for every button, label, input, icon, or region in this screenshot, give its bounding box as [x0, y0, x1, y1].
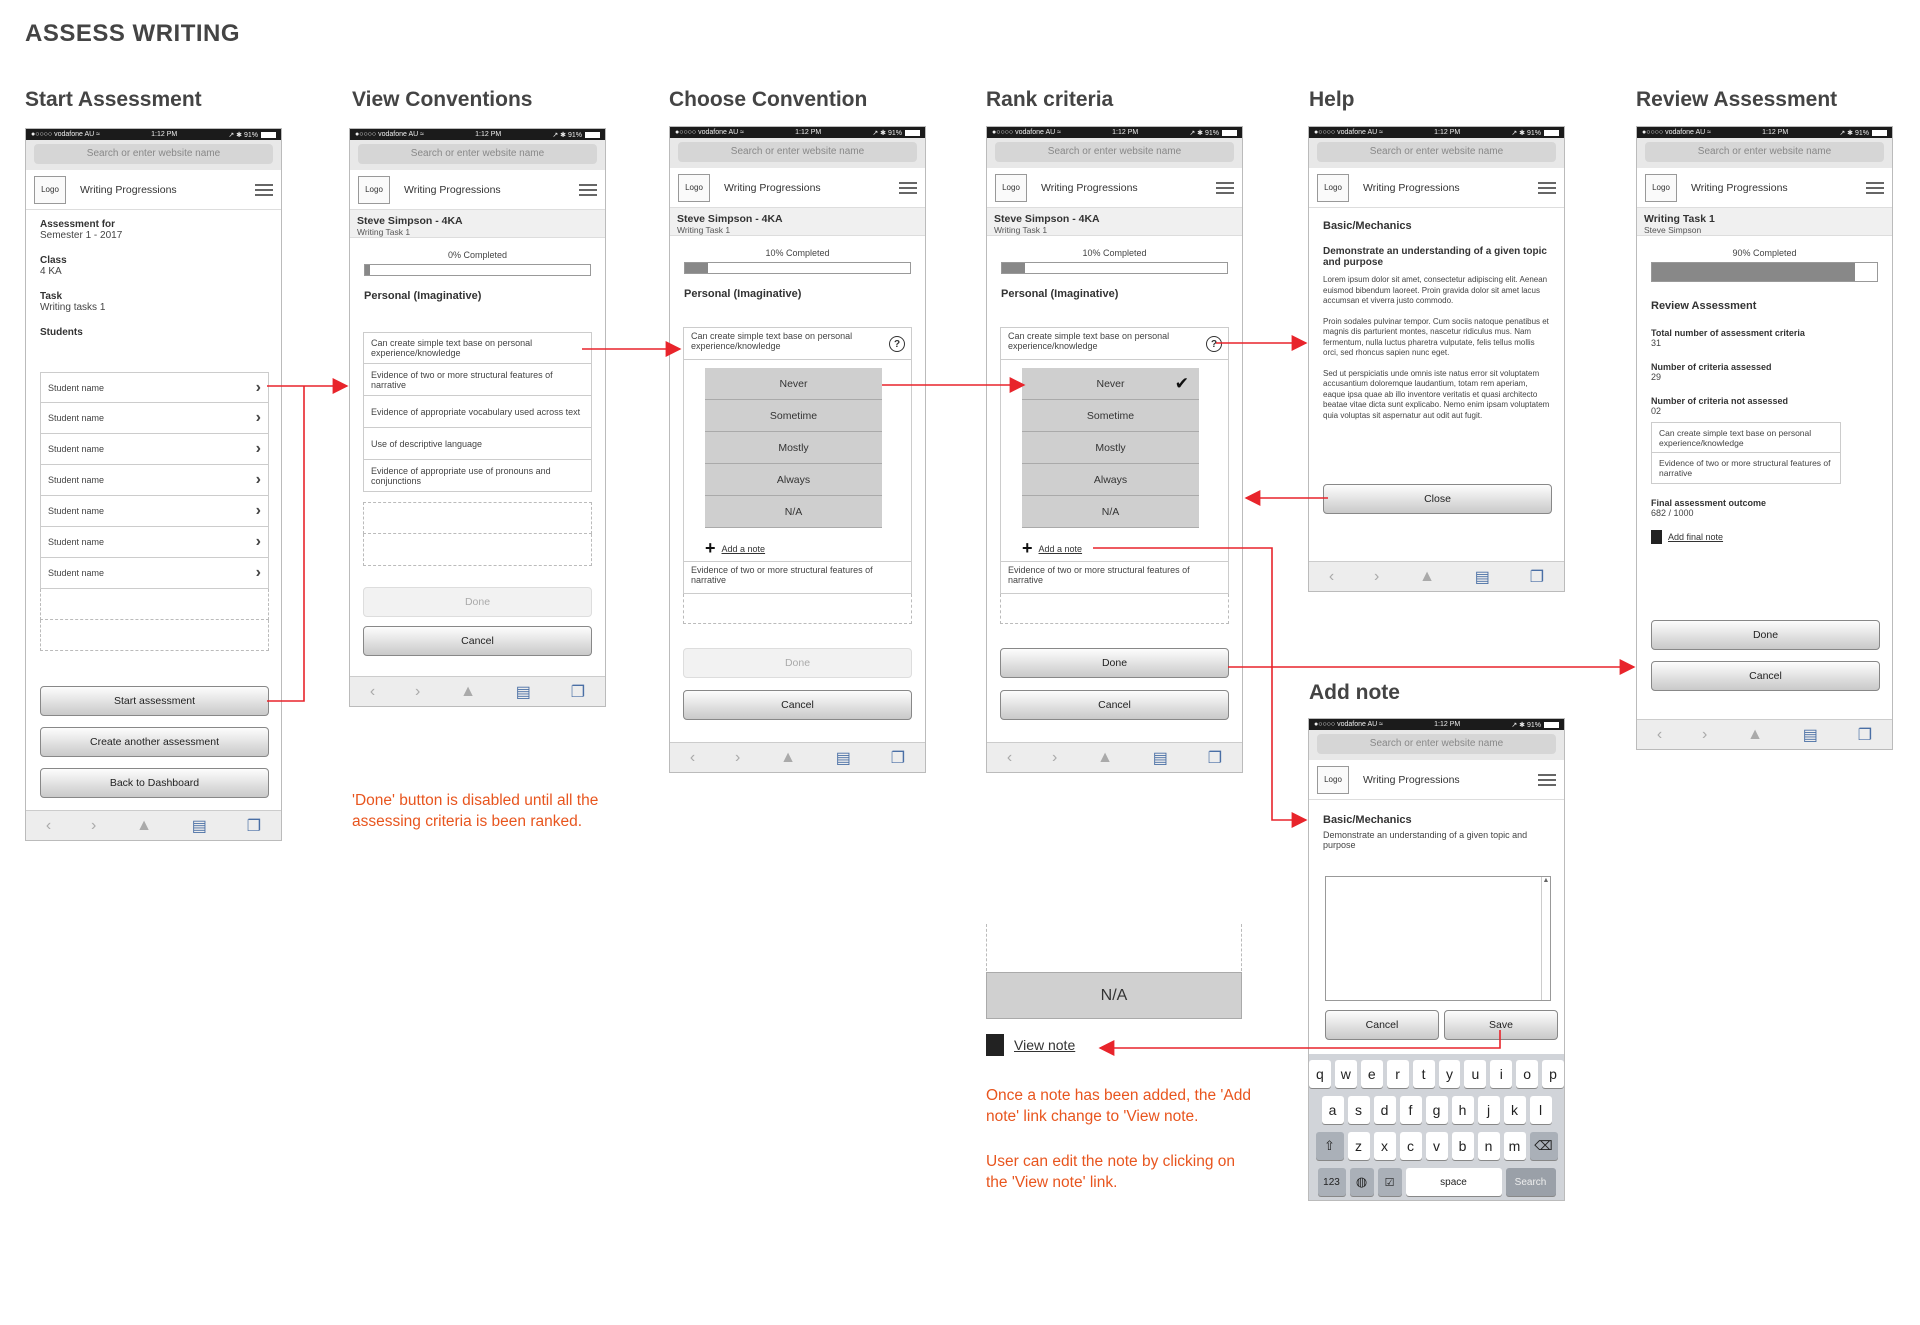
share-icon[interactable]: ▲: [1747, 725, 1763, 743]
students-label: Students: [40, 327, 83, 338]
done-button-disabled[interactable]: Done: [683, 648, 912, 678]
empty-row: [363, 534, 592, 566]
status-bar: ●○○○○ vodafone AU ≈ 1:12 PM ↗ ✱ 91%: [1637, 127, 1892, 138]
note-icon: [1651, 530, 1662, 544]
task-name: Writing Task 1: [994, 225, 1048, 235]
phone-help: [1308, 126, 1565, 592]
tabs-icon[interactable]: ❐: [1207, 749, 1223, 767]
section-title-choose: Choose Convention: [669, 88, 868, 111]
option-always[interactable]: Always: [705, 464, 882, 496]
student-name: Steve Simpson - 4KA: [994, 213, 1100, 225]
criteria-heading: Personal (Imaginative): [1001, 288, 1119, 300]
option-never-selected[interactable]: Never ✔: [1022, 368, 1199, 400]
assessment-for-value: Semester 1 - 2017: [40, 230, 123, 241]
student-band: [987, 208, 1242, 236]
phone-rank-criteria: [986, 126, 1243, 773]
assessment-for-label: Assessment for: [40, 219, 116, 230]
option-mostly[interactable]: Mostly: [705, 432, 882, 464]
chevron-right-icon: ›: [255, 409, 261, 426]
tabs-icon[interactable]: ❐: [246, 817, 262, 835]
next-criterion[interactable]: Evidence of two or more structural features of narrative: [683, 562, 912, 594]
app-header: [1637, 168, 1892, 208]
section-title-addnote: Add note: [1309, 681, 1400, 704]
app-header: [987, 168, 1242, 208]
student-row[interactable]: Student name ›: [40, 372, 269, 403]
logo: Logo: [1317, 766, 1349, 794]
keyboard: [1309, 1054, 1564, 1201]
app-header: [350, 170, 605, 210]
option-sometime[interactable]: Sometime: [1022, 400, 1199, 432]
key[interactable]: m: [1504, 1132, 1526, 1160]
status-bar: ●○○○○ vodafone AU ≈ 1:12 PM ↗ ✱ 91%: [1309, 127, 1564, 138]
student-name: Steve Simpson - 4KA: [677, 213, 783, 225]
note-icon: [986, 1034, 1004, 1056]
annotation-edit-note: User can edit the note by clicking on the 'View note' link.: [986, 1153, 1235, 1191]
key[interactable]: q: [1309, 1060, 1331, 1088]
outcome-value: 682 / 1000: [1651, 508, 1694, 518]
task-value: Writing tasks 1: [40, 302, 106, 313]
share-icon[interactable]: ▲: [136, 816, 152, 834]
key[interactable]: u: [1464, 1060, 1486, 1088]
key[interactable]: b: [1452, 1132, 1474, 1160]
logo: Logo: [34, 176, 66, 204]
not-assessed-value: 02: [1651, 406, 1662, 416]
add-final-note-link[interactable]: Add final note: [1668, 532, 1724, 542]
search-input[interactable]: Search or enter website name: [358, 144, 597, 164]
done-button[interactable]: Done: [1651, 620, 1880, 650]
hamburger-menu-icon[interactable]: [1866, 182, 1884, 194]
help-icon[interactable]: ?: [889, 336, 905, 352]
cancel-button[interactable]: Cancel: [1651, 661, 1880, 691]
student-name: Steve Simpson: [1644, 225, 1702, 235]
hamburger-menu-icon[interactable]: [899, 182, 917, 194]
section-title-help: Help: [1309, 88, 1355, 111]
cancel-button[interactable]: Cancel: [683, 690, 912, 720]
app-header: [670, 168, 925, 208]
key[interactable]: p: [1542, 1060, 1564, 1088]
app-name: Writing Progressions: [404, 183, 501, 196]
fragment-edges: [986, 924, 1242, 971]
section-title-rank: Rank criteria: [986, 88, 1114, 111]
shift-key[interactable]: ⇧: [1316, 1132, 1344, 1160]
section-title-view: View Conventions: [352, 88, 533, 111]
app-name: Writing Progressions: [1363, 773, 1460, 786]
next-criterion[interactable]: Evidence of two or more structural features of narrative: [1000, 562, 1229, 594]
search-input[interactable]: Search or enter website name: [1645, 142, 1884, 162]
status-bar: ●○○○○ vodafone AU ≈ 1:12 PM ↗ ✱ 91%: [1309, 719, 1564, 730]
criterion-item[interactable]: Evidence of two or more structural features of narrative: [363, 364, 592, 396]
url-bar[interactable]: [987, 138, 1242, 168]
not-assessed-list: [1651, 422, 1841, 484]
phone-view-conventions: [349, 128, 606, 707]
app-name: Writing Progressions: [1691, 181, 1788, 194]
back-icon[interactable]: ‹: [1006, 748, 1013, 766]
bookmarks-icon[interactable]: ▤: [1152, 749, 1168, 767]
class-label: Class: [40, 255, 67, 266]
task-name: Writing Task 1: [677, 225, 731, 235]
forward-icon[interactable]: ›: [415, 682, 421, 700]
student-row[interactable]: Student name ›: [40, 496, 269, 527]
bookmarks-icon[interactable]: ▤: [515, 683, 531, 701]
help-icon[interactable]: ?: [1206, 336, 1222, 352]
empty-row: [40, 620, 269, 651]
outcome-label: Final assessment outcome: [1651, 498, 1767, 508]
create-assessment-button[interactable]: Create another assessment: [40, 727, 269, 757]
student-row[interactable]: Student name ›: [40, 434, 269, 465]
assessed-value: 29: [1651, 372, 1662, 382]
phone-add-note: [1308, 718, 1565, 1201]
url-bar[interactable]: [1637, 138, 1892, 168]
back-to-dashboard-button[interactable]: Back to Dashboard: [40, 768, 269, 798]
back-icon[interactable]: ‹: [45, 816, 52, 834]
key[interactable]: o: [1516, 1060, 1538, 1088]
plus-icon: +: [705, 538, 716, 558]
add-note-row[interactable]: [705, 538, 765, 559]
search-input[interactable]: Search or enter website name: [1317, 142, 1556, 162]
logo: Logo: [678, 174, 710, 202]
rating-options: [1022, 368, 1199, 528]
student-row[interactable]: Student name ›: [40, 558, 269, 589]
criterion-item[interactable]: Evidence of appropriate use of pronouns and conjunctions: [363, 460, 592, 492]
student-band: [1637, 208, 1892, 236]
forward-icon[interactable]: ›: [1374, 567, 1380, 585]
done-button[interactable]: Done: [1000, 648, 1229, 678]
note-textarea[interactable]: [1325, 876, 1551, 1001]
app-name: Writing Progressions: [1041, 181, 1138, 194]
empty-row: [40, 589, 269, 620]
url-bar[interactable]: [26, 140, 281, 170]
section-title-start: Start Assessment: [25, 88, 202, 111]
hamburger-menu-icon[interactable]: [255, 184, 273, 196]
page-title: ASSESS WRITING: [25, 20, 241, 47]
url-bar[interactable]: [1309, 138, 1564, 168]
app-name: Writing Progressions: [1363, 181, 1460, 194]
logo: Logo: [358, 176, 390, 204]
browser-toolbar: [26, 810, 281, 840]
url-bar[interactable]: [670, 138, 925, 168]
key[interactable]: c: [1400, 1132, 1422, 1160]
forward-icon[interactable]: ›: [735, 748, 741, 766]
phone-review-assessment: [1636, 126, 1893, 750]
criterion-text: Can create simple text base on personal experience/knowledge: [1001, 328, 1228, 360]
help-paragraph: Lorem ipsum dolor sit amet, consectetur adipiscing elit. Aenean euismod bibendum laoreet. Proin gravida dolor sit amet lacus accumsan et viverra justo commodo.: [1323, 275, 1548, 305]
criteria-list: [363, 332, 592, 566]
save-button[interactable]: Save: [1444, 1010, 1558, 1040]
criterion-item[interactable]: Use of descriptive language: [363, 428, 592, 460]
criteria-heading: Personal (Imaginative): [684, 288, 802, 300]
app-header: [26, 170, 281, 210]
add-note-row[interactable]: [1022, 538, 1082, 559]
done-button-disabled[interactable]: Done: [363, 587, 592, 617]
key[interactable]: y: [1439, 1060, 1461, 1088]
task-name: Writing Task 1: [357, 227, 411, 237]
tabs-icon[interactable]: ❐: [1857, 726, 1873, 744]
progress-bar: [684, 262, 911, 274]
back-icon[interactable]: ‹: [1656, 725, 1663, 743]
chevron-right-icon: ›: [255, 471, 261, 488]
student-row[interactable]: Student name ›: [40, 465, 269, 496]
numbers-key[interactable]: 123: [1318, 1168, 1346, 1196]
criterion-panel: [1000, 327, 1229, 562]
students-list: [40, 372, 269, 651]
note-title: Basic/Mechanics: [1323, 814, 1412, 826]
annotation-note-added: Once a note has been added, the 'Add note' link change to 'View note.: [986, 1087, 1251, 1125]
student-name: Steve Simpson - 4KA: [357, 215, 463, 227]
share-icon[interactable]: ▲: [460, 682, 476, 700]
textarea-scrollbar[interactable]: ▲: [1541, 877, 1550, 1000]
cancel-button[interactable]: Cancel: [363, 626, 592, 656]
backspace-key[interactable]: ⌫: [1530, 1132, 1558, 1160]
back-icon[interactable]: ‹: [1328, 567, 1335, 585]
empty-row: [1000, 594, 1229, 624]
close-button[interactable]: Close: [1323, 484, 1552, 514]
phone-start-assessment: [25, 128, 282, 841]
forward-icon[interactable]: ›: [1702, 725, 1708, 743]
key[interactable]: j: [1478, 1096, 1500, 1124]
cancel-button[interactable]: Cancel: [1325, 1010, 1439, 1040]
progress-label: 90% Completed: [1732, 248, 1797, 258]
review-heading: Review Assessment: [1651, 300, 1757, 312]
progress-fill: [685, 263, 708, 273]
globe-key[interactable]: ◍: [1350, 1168, 1374, 1196]
criteria-heading: Personal (Imaginative): [364, 290, 482, 302]
plus-icon: +: [1022, 538, 1033, 558]
option-never[interactable]: Never: [705, 368, 882, 400]
add-note-link[interactable]: Add a note: [1038, 543, 1083, 554]
criterion-text: Can create simple text base on personal experience/knowledge: [684, 328, 911, 360]
key[interactable]: l: [1530, 1096, 1552, 1124]
app-header: [1309, 760, 1564, 800]
keyboard-row-2: [1309, 1096, 1564, 1124]
progress-bar: [1651, 262, 1878, 282]
progress-fill: [1002, 263, 1025, 273]
not-assessed-item[interactable]: Can create simple text base on personal experience/knowledge: [1651, 422, 1841, 453]
search-key[interactable]: Search: [1506, 1168, 1556, 1196]
app-name: Writing Progressions: [80, 183, 177, 196]
checkmark-icon: ✔: [1174, 373, 1189, 393]
student-band: [670, 208, 925, 236]
search-input[interactable]: Search or enter website name: [678, 142, 917, 162]
student-row[interactable]: Student name ›: [40, 403, 269, 434]
bookmarks-icon[interactable]: ▤: [191, 817, 207, 835]
option-na[interactable]: N/A: [986, 972, 1242, 1019]
browser-toolbar: [1309, 561, 1564, 591]
class-value: 4 KA: [40, 266, 62, 277]
key[interactable]: a: [1322, 1096, 1344, 1124]
student-row[interactable]: Student name ›: [40, 527, 269, 558]
app-name: Writing Progressions: [724, 181, 821, 194]
note-subtitle: Demonstrate an understanding of a given topic and purpose: [1323, 830, 1528, 850]
assessed-label: Number of criteria assessed: [1651, 362, 1772, 372]
search-input[interactable]: Search or enter website name: [34, 144, 273, 164]
key[interactable]: n: [1478, 1132, 1500, 1160]
progress-bar: [1001, 262, 1228, 274]
empty-row: [363, 502, 592, 534]
chevron-right-icon: ›: [255, 378, 261, 396]
option-mostly[interactable]: Mostly: [1022, 432, 1199, 464]
criterion-item[interactable]: Evidence of appropriate vocabulary used across text: [363, 396, 592, 428]
student-band: [350, 210, 605, 238]
criterion-item[interactable]: Can create simple text base on personal experience/knowledge: [363, 332, 592, 364]
progress-fill: [365, 265, 370, 275]
hamburger-menu-icon[interactable]: [1538, 774, 1556, 786]
browser-toolbar: [670, 742, 925, 772]
microphone-key[interactable]: ☑: [1378, 1168, 1402, 1196]
total-value: 31: [1651, 338, 1662, 348]
progress-label: 0% Completed: [447, 250, 508, 260]
keyboard-row-1: [1309, 1060, 1564, 1088]
bookmarks-icon[interactable]: ▤: [1474, 568, 1490, 586]
help-paragraph: Proin sodales pulvinar tempor. Cum sociis natoque penatibus et magnis dis parturient montes, nascetur ridiculus mus. Nam fermentum, nulla luctus pharetra vulputate, felis tellus mollis orci, sed rhoncus sapien nunc eget.: [1323, 316, 1549, 357]
share-icon[interactable]: ▲: [780, 748, 796, 766]
key[interactable]: z: [1348, 1132, 1370, 1160]
chevron-right-icon: ›: [255, 440, 261, 457]
task-label: Task: [40, 291, 63, 302]
total-label: Total number of assessment criteria: [1651, 328, 1805, 338]
tabs-icon[interactable]: ❐: [890, 749, 906, 767]
key[interactable]: v: [1426, 1132, 1448, 1160]
key[interactable]: s: [1348, 1096, 1370, 1124]
start-assessment-button[interactable]: Start assessment: [40, 686, 269, 716]
criterion-panel: [683, 327, 912, 562]
option-always[interactable]: Always: [1022, 464, 1199, 496]
chevron-right-icon: ›: [255, 533, 261, 550]
help-title: Basic/Mechanics: [1323, 220, 1412, 232]
hamburger-menu-icon[interactable]: [1538, 182, 1556, 194]
progress-label: 10% Completed: [1082, 248, 1147, 258]
empty-row: [683, 594, 912, 624]
logo: Logo: [1645, 174, 1677, 202]
bookmarks-icon[interactable]: ▤: [835, 749, 851, 767]
hamburger-menu-icon[interactable]: [579, 184, 597, 196]
key[interactable]: f: [1400, 1096, 1422, 1124]
hamburger-menu-icon[interactable]: [1216, 182, 1234, 194]
chevron-right-icon: ›: [255, 502, 261, 519]
key[interactable]: i: [1490, 1060, 1512, 1088]
search-input[interactable]: Search or enter website name: [1317, 734, 1556, 754]
status-bar: ●○○○○ vodafone AU ≈ 1:12 PM ↗ ✱ 91%: [350, 129, 605, 140]
option-na[interactable]: N/A: [1022, 496, 1199, 528]
progress-fill: [1652, 263, 1855, 281]
not-assessed-label: Number of criteria not assessed: [1651, 396, 1789, 406]
key[interactable]: w: [1335, 1060, 1357, 1088]
forward-icon[interactable]: ›: [1052, 748, 1058, 766]
search-input[interactable]: Search or enter website name: [995, 142, 1234, 162]
annotation-done-disabled: 'Done' button is disabled until all the assessing criteria is been ranked.: [352, 792, 599, 830]
keyboard-row-3: [1309, 1132, 1564, 1160]
bookmarks-icon[interactable]: ▤: [1802, 726, 1818, 744]
key[interactable]: k: [1504, 1096, 1526, 1124]
add-final-note-row[interactable]: [1651, 530, 1878, 544]
status-bar: ●○○○○ vodafone AU ≈ 1:12 PM ↗ ✱ 91%: [670, 127, 925, 138]
key[interactable]: g: [1426, 1096, 1448, 1124]
logo: Logo: [1317, 174, 1349, 202]
add-note-link[interactable]: Add a note: [721, 543, 766, 554]
logo: Logo: [995, 174, 1027, 202]
key[interactable]: x: [1374, 1132, 1396, 1160]
section-title-review: Review Assessment: [1636, 88, 1838, 111]
progress-bar: [364, 264, 591, 276]
key[interactable]: t: [1413, 1060, 1435, 1088]
phone-choose-convention: [669, 126, 926, 773]
option-na[interactable]: N/A: [705, 496, 882, 528]
view-note-link[interactable]: View note: [1014, 1037, 1076, 1053]
tabs-icon[interactable]: ❐: [570, 683, 586, 701]
cancel-button[interactable]: Cancel: [1000, 690, 1229, 720]
key[interactable]: e: [1361, 1060, 1383, 1088]
view-note-row[interactable]: [986, 1034, 1075, 1056]
progress-label: 10% Completed: [765, 248, 830, 258]
task-name: Writing Task 1: [1644, 213, 1715, 225]
url-bar[interactable]: [350, 140, 605, 170]
key[interactable]: d: [1374, 1096, 1396, 1124]
help-paragraph: Sed ut perspiciatis unde omnis iste natus error sit voluptatem accusantium doloremque laudantium, totam rem aperiam, eaque ipsa quae ab illo inventore veritatis et quasi architecto beatae vitae dicta sunt explicabo. Nemo enim ipsam voluptatem quia voluptas sit aspernatur aut odit aut fugit.: [1323, 368, 1550, 420]
back-icon[interactable]: ‹: [369, 682, 376, 700]
app-header: [1309, 168, 1564, 208]
chevron-right-icon: ›: [255, 564, 261, 581]
help-subtitle: Demonstrate an understanding of a given topic and purpose: [1323, 246, 1547, 268]
url-bar[interactable]: [1309, 730, 1564, 760]
browser-toolbar: [350, 676, 605, 706]
forward-icon[interactable]: ›: [91, 816, 97, 834]
view-note-fragment: [986, 924, 1242, 1019]
rating-options: [705, 368, 882, 528]
key[interactable]: r: [1387, 1060, 1409, 1088]
key[interactable]: h: [1452, 1096, 1474, 1124]
option-sometime[interactable]: Sometime: [705, 400, 882, 432]
back-icon[interactable]: ‹: [689, 748, 696, 766]
not-assessed-item[interactable]: Evidence of two or more structural features of narrative: [1651, 453, 1841, 484]
browser-toolbar: [987, 742, 1242, 772]
tabs-icon[interactable]: ❐: [1529, 568, 1545, 586]
status-bar: ●○○○○ vodafone AU ≈ 1:12 PM ↗ ✱ 91%: [26, 129, 281, 140]
share-icon[interactable]: ▲: [1097, 748, 1113, 766]
keyboard-row-4: [1309, 1168, 1564, 1196]
space-key[interactable]: space: [1406, 1168, 1502, 1196]
browser-toolbar: [1637, 719, 1892, 749]
share-icon[interactable]: ▲: [1419, 567, 1435, 585]
status-bar: ●○○○○ vodafone AU ≈ 1:12 PM ↗ ✱ 91%: [987, 127, 1242, 138]
